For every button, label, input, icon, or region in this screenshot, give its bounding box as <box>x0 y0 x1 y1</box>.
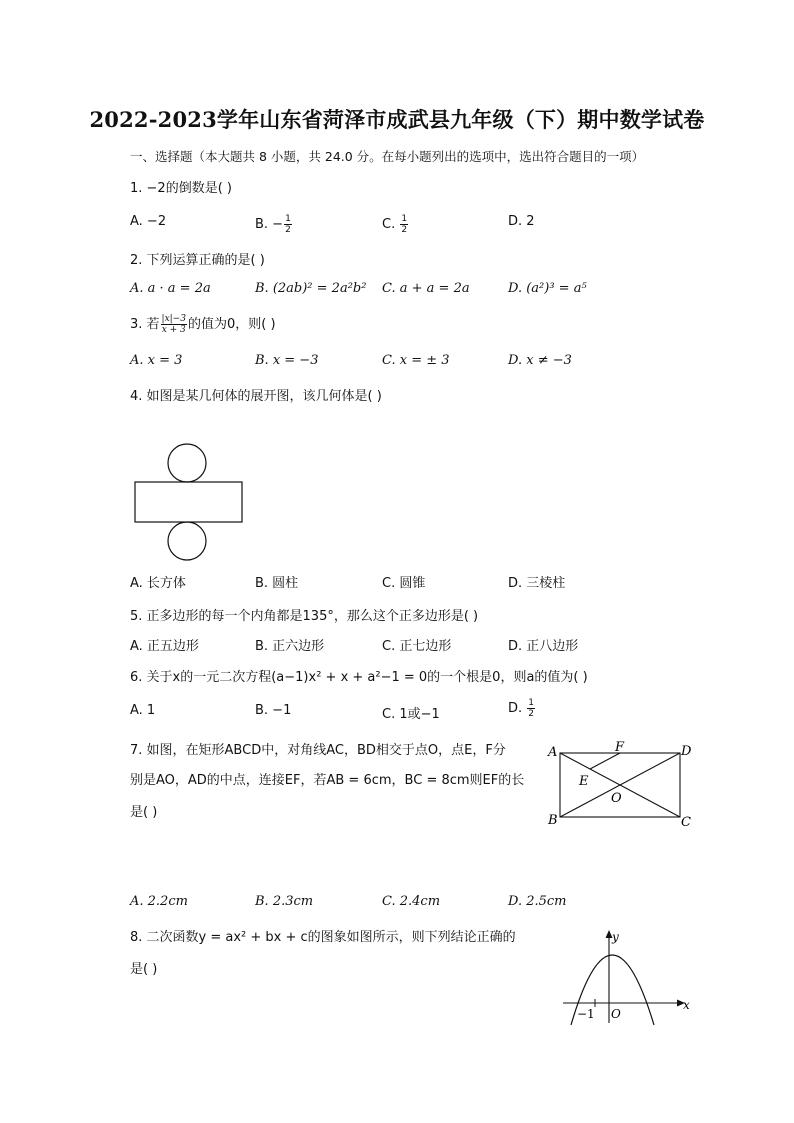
q4-option-b: B. 圆柱 <box>255 576 299 591</box>
q6-option-c: C. 1或−1 <box>382 707 440 722</box>
label-minus-one: −1 <box>577 1007 595 1021</box>
question-1-stem: 1. −2的倒数是( ) <box>130 181 232 196</box>
segment-ef <box>590 753 620 769</box>
net-rectangle <box>135 482 242 522</box>
exam-title: 2022-2023学年山东省菏泽市成武县九年级（下）期中数学试卷 <box>89 107 705 132</box>
q7-option-d: D. 2.5cm <box>508 894 567 909</box>
q4-option-c: C. 圆锥 <box>382 576 426 591</box>
q6-option-a: A. 1 <box>130 703 156 718</box>
rectangle-abcd-figure <box>545 740 695 830</box>
q5-option-a: A. 正五边形 <box>130 639 199 654</box>
net-bottom-circle <box>168 522 206 560</box>
parabola-graph-figure <box>555 925 695 1025</box>
q3-option-b: B. x = −3 <box>255 353 319 368</box>
q2-option-a: A. a · a = 2a <box>130 281 211 296</box>
label-d: D <box>681 744 692 759</box>
q6-option-d: D. $\frac{1}{2}$ <box>508 698 535 719</box>
q4-option-a: A. 长方体 <box>130 576 186 591</box>
q7-option-a: A. 2.2cm <box>130 894 188 909</box>
cylinder-net-figure <box>130 440 250 565</box>
q2-option-d: D. (a²)³ = a⁵ <box>508 281 587 296</box>
q4-option-d: D. 三棱柱 <box>508 576 566 591</box>
question-8-stem-line2: 是( ) <box>130 962 158 977</box>
question-7-stem-line3: 是( ) <box>130 805 158 820</box>
q5-option-c: C. 正七边形 <box>382 639 452 654</box>
q5-option-b: B. 正六边形 <box>255 639 325 654</box>
label-e: E <box>579 774 589 789</box>
section-heading: 一、选择题（本大题共 8 小题，共 24.0 分。在每小题列出的选项中，选出符合题目的一项） <box>130 149 645 164</box>
question-8-stem-line1: 8. 二次函数y = ax² + bx + c的图象如图所示，则下列结论正确的 <box>130 930 516 945</box>
label-c: C <box>681 815 691 830</box>
q1-option-d: D. 2 <box>508 214 535 229</box>
q3-option-a: A. x = 3 <box>130 353 183 368</box>
q2-option-c: C. a + a = 2a <box>382 281 470 296</box>
label-f: F <box>615 740 625 755</box>
q1-option-c: C. $\frac{1}{2}$ <box>382 214 408 235</box>
question-5-stem: 5. 正多边形的每一个内角都是135°，那么这个正多边形是( ) <box>130 609 479 624</box>
net-top-circle <box>168 444 206 482</box>
q6-option-b: B. −1 <box>255 703 292 718</box>
q7-option-c: C. 2.4cm <box>382 894 441 909</box>
q1-option-a: A. −2 <box>130 214 167 229</box>
label-o: O <box>611 791 622 806</box>
question-7-stem-line2: 别是AO，AD的中点，连接EF，若AB = 6cm，BC = 8cm则EF的长 <box>130 773 525 788</box>
q5-option-d: D. 正八边形 <box>508 639 579 654</box>
label-y: y <box>612 930 619 944</box>
q2-option-b: B. (2ab)² = 2a²b² <box>255 281 367 296</box>
question-2-stem: 2. 下列运算正确的是( ) <box>130 253 265 268</box>
label-x: x <box>683 998 690 1012</box>
q3-option-c: C. x = ± 3 <box>382 353 450 368</box>
label-origin: O <box>611 1007 621 1021</box>
q1-option-b: B. − $\frac{1}{2}$ <box>255 214 291 235</box>
q3-option-d: D. x ≠ −3 <box>508 353 572 368</box>
label-a: A <box>548 745 558 760</box>
label-b: B <box>548 813 558 828</box>
question-6-stem: 6. 关于x的一元二次方程(a−1)x² + x + a²−1 = 0的一个根是0，则a的值为( ) <box>130 670 588 685</box>
question-7-stem-line1: 7. 如图，在矩形ABCD中，对角线AC，BD相交于点O，点E，F分 <box>130 743 506 758</box>
question-3-stem: 3. 若 $\frac{|x|-3}{x + 3}$ 的值为0，则( ) <box>130 314 276 335</box>
q7-option-b: B. 2.3cm <box>255 894 314 909</box>
question-4-stem: 4. 如图是某几何体的展开图，该几何体是( ) <box>130 389 382 404</box>
